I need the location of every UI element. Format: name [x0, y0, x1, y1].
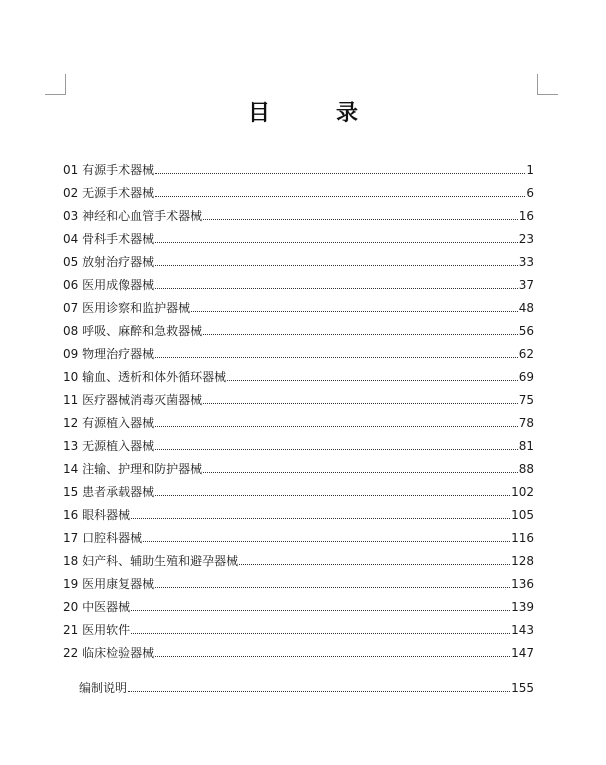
dot-leader: [131, 633, 510, 634]
dot-leader: [191, 311, 518, 312]
toc-entry-page: 56: [518, 324, 534, 338]
toc-entry[interactable]: [63, 523, 534, 546]
dot-leader: [203, 472, 518, 473]
toc-entry-label: 14 注输、护理和防护器械: [63, 462, 203, 476]
toc-entry-page: 139: [511, 600, 534, 614]
toc-entry[interactable]: [63, 270, 534, 293]
toc-entry-page: 23: [518, 232, 534, 246]
toc-entry-label: 09 物理治疗器械: [63, 347, 155, 361]
dot-leader: [131, 610, 510, 611]
dot-leader: [155, 357, 518, 358]
page-title: 目 录: [247, 101, 380, 126]
toc-entry-label: 04 骨科手术器械: [63, 232, 155, 246]
toc-entry-label: 13 无源植入器械: [63, 439, 155, 453]
toc-entry-page: 88: [518, 462, 534, 476]
dot-leader: [155, 426, 518, 427]
toc-entry[interactable]: [63, 201, 534, 224]
toc-entry[interactable]: [63, 431, 534, 454]
toc-entry[interactable]: [63, 155, 534, 178]
toc-entry[interactable]: [63, 316, 534, 339]
toc-entry-label: 12 有源植入器械: [63, 416, 155, 430]
toc-entry[interactable]: [63, 339, 534, 362]
page-corner-mark-left: [45, 74, 66, 95]
dot-leader: [155, 242, 518, 243]
dot-leader: [155, 587, 510, 588]
toc-entry-page: 37: [518, 278, 534, 292]
toc-entry-label: 17 口腔科器械: [63, 531, 143, 545]
toc-entry-page: 75: [518, 393, 534, 407]
toc-entry-label: 07 医用诊察和监护器械: [63, 301, 191, 315]
dot-leader: [143, 541, 510, 542]
dot-leader: [203, 219, 518, 220]
toc-entry-page: 147: [511, 646, 534, 660]
toc-entry[interactable]: [63, 247, 534, 270]
dot-leader: [155, 196, 525, 197]
toc-entry-page: 1: [526, 163, 534, 177]
toc-entry[interactable]: [63, 638, 534, 661]
toc-entry[interactable]: [63, 546, 534, 569]
toc-entry-label: 18 妇产科、辅助生殖和避孕器械: [63, 554, 239, 568]
dot-leader: [203, 334, 518, 335]
toc-entry[interactable]: [63, 408, 534, 431]
toc-entry-page: 155: [511, 681, 534, 695]
toc-entry-label: 06 医用成像器械: [63, 278, 155, 292]
toc-entry[interactable]: [63, 477, 534, 500]
toc-entry-page: 102: [511, 485, 534, 499]
toc-entry-page: 16: [518, 209, 534, 223]
toc-entry-label: 02 无源手术器械: [63, 186, 155, 200]
toc-entry[interactable]: [63, 385, 534, 408]
toc-entry-label: 19 医用康复器械: [63, 577, 155, 591]
toc-entry-label: 22 临床检验器械: [63, 646, 155, 660]
dot-leader: [155, 495, 510, 496]
dot-leader: [155, 288, 518, 289]
toc-entry-page: 69: [518, 370, 534, 384]
dot-leader: [239, 564, 510, 565]
dot-leader: [155, 265, 518, 266]
toc-entry-compilation-notes[interactable]: [79, 673, 534, 696]
toc-entry-page: 136: [511, 577, 534, 591]
toc-entry-label: 08 呼吸、麻醉和急救器械: [63, 324, 203, 338]
dot-leader: [131, 518, 510, 519]
toc-entry-page: 48: [518, 301, 534, 315]
toc-entry[interactable]: [63, 592, 534, 615]
toc-entry-label: 16 眼科器械: [63, 508, 131, 522]
toc-entry-label: 05 放射治疗器械: [63, 255, 155, 269]
toc-entry[interactable]: [63, 500, 534, 523]
toc-entry[interactable]: [63, 454, 534, 477]
toc-entry-page: 143: [511, 623, 534, 637]
toc-entry-page: 33: [518, 255, 534, 269]
dot-leader: [203, 403, 518, 404]
toc-entry[interactable]: [63, 293, 534, 316]
dot-leader: [128, 691, 510, 692]
dot-leader: [155, 173, 525, 174]
toc-entry-page: 116: [511, 531, 534, 545]
toc-entry[interactable]: [63, 362, 534, 385]
dot-leader: [155, 449, 518, 450]
toc-entry-label: 15 患者承载器械: [63, 485, 155, 499]
toc-entry-label: 11 医疗器械消毒灭菌器械: [63, 393, 203, 407]
toc-entry-page: 78: [518, 416, 534, 430]
page-corner-mark-right: [537, 74, 558, 95]
dot-leader: [155, 656, 510, 657]
toc-entry-page: 81: [518, 439, 534, 453]
toc-entry-label: 编制说明: [79, 681, 128, 695]
toc-entry[interactable]: [63, 615, 534, 638]
toc-entry[interactable]: [63, 224, 534, 247]
toc-entry-label: 03 神经和心血管手术器械: [63, 209, 203, 223]
dot-leader: [227, 380, 518, 381]
toc-entry-label: 10 输血、透析和体外循环器械: [63, 370, 227, 384]
toc-entry-label: 20 中医器械: [63, 600, 131, 614]
toc-entry-label: 01 有源手术器械: [63, 163, 155, 177]
toc-entry-page: 105: [511, 508, 534, 522]
table-of-contents: [63, 155, 534, 661]
toc-entry-page: 62: [518, 347, 534, 361]
toc-entry[interactable]: [63, 569, 534, 592]
toc-entry-label: 21 医用软件: [63, 623, 131, 637]
toc-entry[interactable]: [63, 178, 534, 201]
toc-entry-page: 6: [526, 186, 534, 200]
toc-entry-page: 128: [511, 554, 534, 568]
